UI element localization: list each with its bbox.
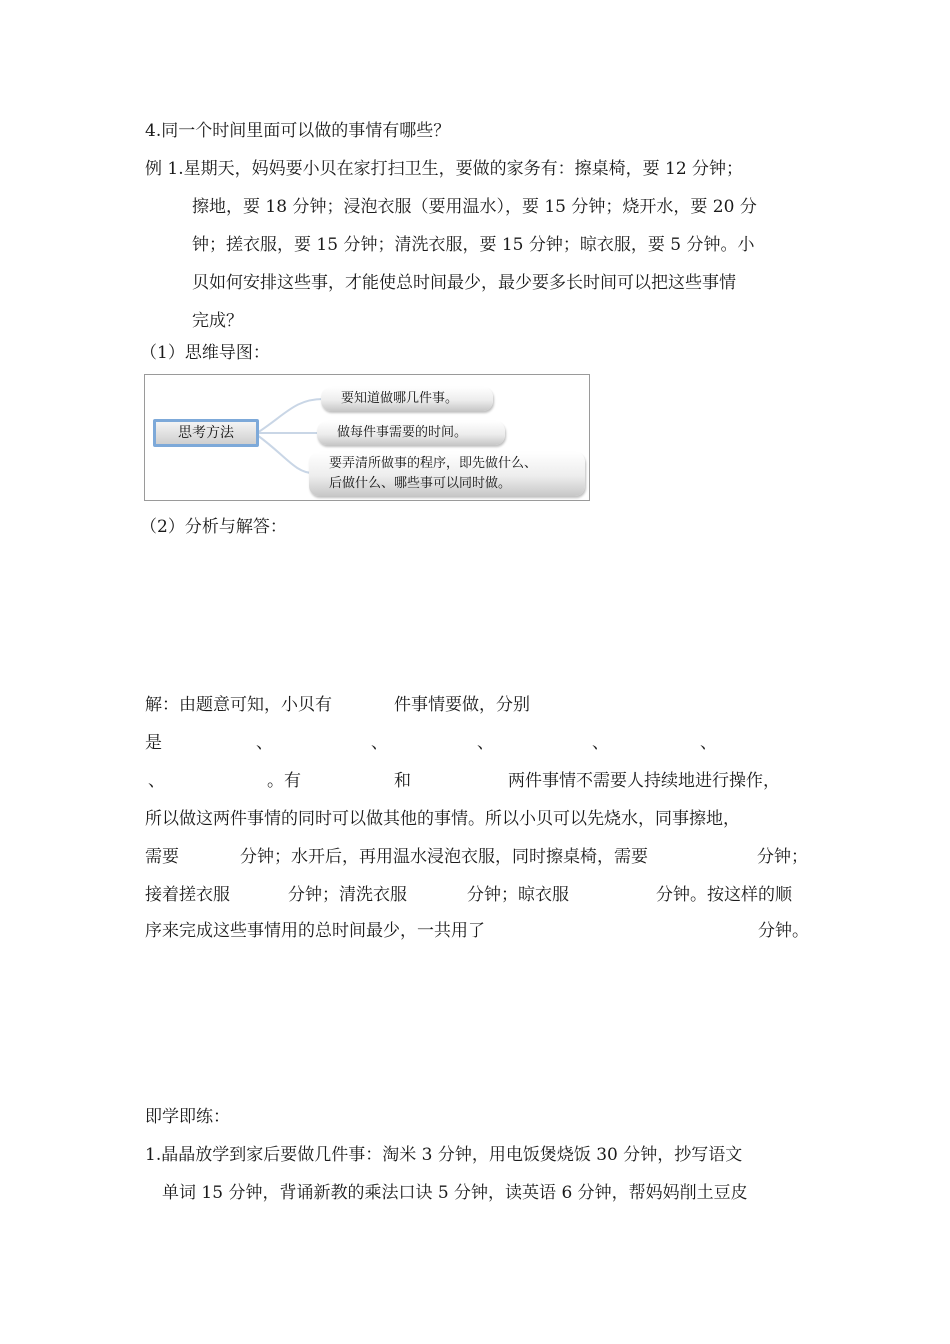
list-separator-2: 、 (371, 733, 388, 753)
solution-line-7-start: 序来完成这些事情用的总时间最少，一共用了 (145, 921, 485, 941)
mind-map-center-node: 思考方法 (153, 419, 259, 447)
list-separator-4: 、 (592, 733, 609, 753)
list-separator-1: 、 (256, 733, 273, 753)
solution-line-5-start: 需要 (145, 847, 179, 867)
example-line-1: 例 1.星期天，妈妈要小贝在家打扫卫生，要做的家务有：擦桌椅，要 12 分钟； (145, 159, 744, 179)
mind-map-branch-3-line-2: 后做什么、哪些事可以同时做。 (329, 476, 512, 491)
solution-line-1-start: 解：由题意可知，小贝有 (145, 695, 332, 715)
solution-line-6-dry: 分钟；晾衣服 (467, 885, 569, 905)
solution-line-3-and: 和 (394, 771, 411, 791)
solution-line-3-tail: 两件事情不需要人持续地进行操作， (508, 771, 780, 791)
solution-line-5-end: 分钟； (757, 847, 808, 867)
solution-line-1-end: 件事情要做，分别 (394, 695, 530, 715)
section-title: 4.同一个时间里面可以做的事情有哪些？ (145, 121, 451, 141)
list-separator-3: 、 (477, 733, 494, 753)
example-line-4: 贝如何安排这些事，才能使总时间最少，最少要多长时间可以把这些事情 (192, 273, 736, 293)
solution-line-6-wash: 分钟；清洗衣服 (288, 885, 407, 905)
mind-map-branch-2: 做每件事需要的时间。 (317, 421, 505, 445)
solution-line-3-end: 。有 (267, 771, 301, 791)
solution-line-6-start: 接着搓衣服 (145, 885, 230, 905)
mind-map-branch-1: 要知道做哪几件事。 (321, 387, 493, 411)
practice-question-1-line-1: 1.晶晶放学到家后要做几件事：淘米 3 分钟，用电饭煲烧饭 30 分钟，抄写语文 (145, 1145, 743, 1165)
practice-question-1-line-2: 单词 15 分钟，背诵新教的乘法口诀 5 分钟，读英语 6 分钟，帮妈妈削土豆皮 (162, 1183, 748, 1203)
example-line-2: 擦地，要 18 分钟；浸泡衣服（要用温水），要 15 分钟；烧开水，要 20 分 (192, 197, 757, 217)
mindmap-heading: （1）思维导图： (140, 343, 270, 363)
practice-heading: 即学即练： (145, 1107, 230, 1127)
analysis-heading: （2）分析与解答： (140, 517, 287, 537)
solution-line-2-start: 是 (145, 733, 162, 753)
list-separator-6: 、 (148, 771, 165, 791)
solution-line-4: 所以做这两件事情的同时可以做其他的事情。所以小贝可以先烧水，同事擦地， (145, 809, 740, 829)
solution-line-5-middle: 分钟；水开后，再用温水浸泡衣服，同时擦桌椅，需要 (240, 847, 648, 867)
solution-line-6-end: 分钟。按这样的顺 (656, 885, 792, 905)
example-line-3: 钟；搓衣服，要 15 分钟；清洗衣服，要 15 分钟；晾衣服，要 5 分钟。小 (192, 235, 755, 255)
example-line-5: 完成？ (192, 311, 243, 331)
list-separator-5: 、 (700, 733, 717, 753)
mind-map (144, 374, 590, 501)
mind-map-branch-3 (309, 452, 585, 496)
mind-map-branch-3-line-1: 要弄清所做事的程序，即先做什么、 (329, 456, 538, 471)
solution-line-7-end: 分钟。 (758, 921, 809, 941)
